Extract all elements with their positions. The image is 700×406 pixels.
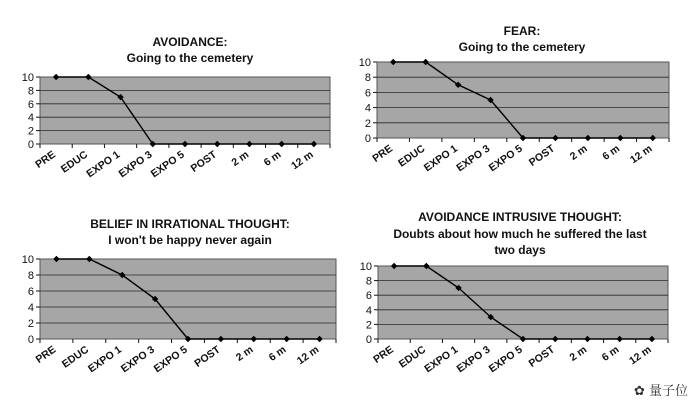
x-tick-label: 12 m <box>627 343 654 368</box>
chart-title: AVOIDANCE: <box>152 35 228 49</box>
y-tick-label: 2 <box>27 318 34 330</box>
x-tick-label: EXPO 1 <box>84 148 123 181</box>
plot-area <box>377 62 669 138</box>
x-tick-label: EXPO 5 <box>486 142 525 175</box>
chart-subtitle: Going to the cemetery <box>458 40 586 54</box>
y-tick-label: 6 <box>27 286 34 298</box>
y-tick-label: 2 <box>27 125 34 138</box>
plot-area <box>40 77 330 144</box>
y-tick-label: 0 <box>27 139 34 151</box>
x-tick-label: 2 m <box>567 142 590 163</box>
watermark <box>630 379 692 400</box>
x-tick-label: 6 m <box>261 148 284 169</box>
x-tick-label: EXPO 5 <box>151 343 190 376</box>
chart-2 <box>359 24 669 174</box>
watermark-icon: ✿ <box>633 384 645 399</box>
x-tick-label: POST <box>526 142 558 169</box>
x-tick-label: POST <box>526 343 557 370</box>
x-tick-label: EXPO 3 <box>454 343 493 376</box>
plot-area <box>40 259 336 339</box>
y-tick-label: 4 <box>27 112 34 125</box>
x-tick-label: EXPO 5 <box>486 343 525 376</box>
chart-title: FEAR: <box>503 24 541 38</box>
y-tick-label: 8 <box>27 85 34 98</box>
x-tick-label: 2 m <box>229 148 252 169</box>
x-tick-label: 12 m <box>628 142 655 167</box>
y-tick-label: 6 <box>27 98 34 111</box>
x-tick-label: 2 m <box>233 343 256 364</box>
chart-title: BELIEF IN IRRATIONAL THOUGHT: <box>90 217 290 231</box>
chart-3 <box>22 217 336 375</box>
x-tick-label: 6 m <box>266 343 289 364</box>
plot-area <box>378 266 668 339</box>
y-tick-label: 6 <box>365 290 372 303</box>
x-tick-label: 12 m <box>294 343 322 368</box>
y-tick-label: 2 <box>364 117 371 130</box>
y-tick-label: 6 <box>364 87 371 100</box>
x-tick-label: 6 m <box>599 343 622 364</box>
y-tick-label: 0 <box>365 334 372 346</box>
chart-subtitle: I won't be happy never again <box>108 233 272 247</box>
y-tick-label: 10 <box>359 261 372 273</box>
x-tick-label: EDUC <box>396 343 429 371</box>
x-tick-label: EXPO 1 <box>421 142 460 175</box>
x-tick-label: EXPO 1 <box>422 343 461 376</box>
y-tick-label: 4 <box>364 102 371 115</box>
watermark-text: 量子位 <box>648 384 688 399</box>
x-tick-label: EXPO 5 <box>148 148 187 181</box>
chart-4 <box>360 210 668 375</box>
y-tick-label: 10 <box>21 254 34 266</box>
y-tick-label: 10 <box>21 72 34 84</box>
chart-title: AVOIDANCE INTRUSIVE THOUGHT: <box>418 210 622 224</box>
x-tick-label: PRE <box>33 343 59 366</box>
x-tick-label: EXPO 3 <box>118 343 157 376</box>
y-tick-label: 8 <box>364 72 371 85</box>
x-tick-label: 6 m <box>600 142 623 163</box>
y-tick-label: 4 <box>365 304 372 317</box>
y-tick-label: 10 <box>358 57 371 69</box>
chart-1 <box>22 35 330 180</box>
x-tick-label: EXPO 3 <box>116 148 155 181</box>
x-tick-label: EXPO 3 <box>454 142 493 175</box>
x-tick-label: EXPO 1 <box>85 343 124 376</box>
x-tick-label: PRE <box>33 148 58 171</box>
x-tick-label: PRE <box>370 142 395 165</box>
y-tick-label: 0 <box>27 334 34 346</box>
x-tick-label: PRE <box>371 343 396 366</box>
chart-subtitle-line2: two days <box>494 243 546 257</box>
x-tick-label: 12 m <box>289 148 316 173</box>
y-tick-label: 8 <box>27 270 34 282</box>
chart-subtitle: Doubts about how much he suffered the last <box>393 227 647 241</box>
x-tick-label: EDUC <box>59 343 92 371</box>
x-tick-label: EDUC <box>58 148 91 176</box>
x-tick-label: POST <box>192 343 223 370</box>
chart-subtitle: Going to the cemetery <box>126 51 254 65</box>
y-tick-label: 0 <box>364 133 371 145</box>
y-tick-label: 8 <box>365 275 372 288</box>
x-tick-label: EDUC <box>396 142 428 170</box>
y-tick-label: 2 <box>365 319 372 332</box>
x-tick-label: 2 m <box>567 343 590 364</box>
x-tick-label: POST <box>188 148 219 175</box>
y-tick-label: 4 <box>27 302 34 314</box>
